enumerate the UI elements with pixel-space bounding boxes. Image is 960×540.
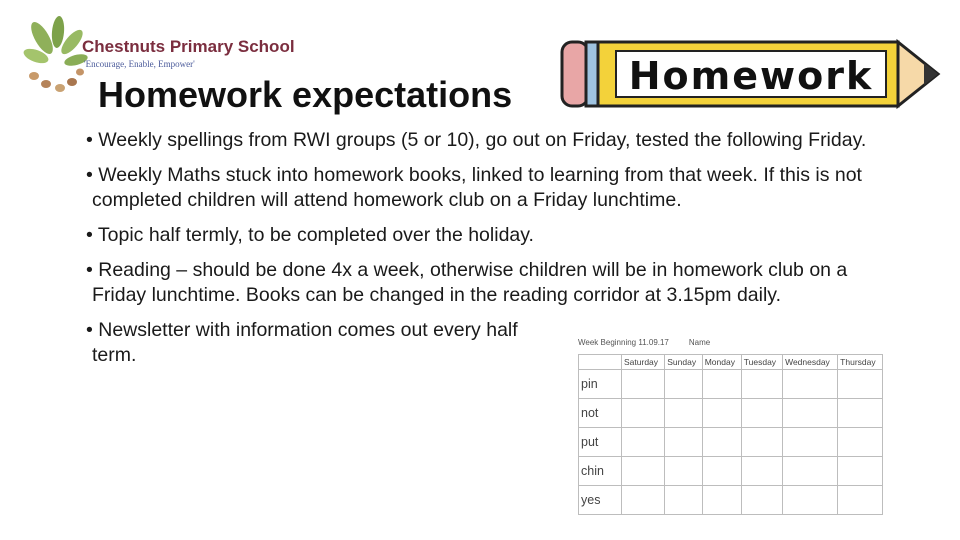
table-cell [665, 428, 702, 457]
table-cell [741, 370, 782, 399]
table-header-row [579, 355, 883, 370]
table-header-cell [579, 355, 622, 370]
table-cell [741, 457, 782, 486]
table-header-cell: Monday [702, 355, 741, 370]
table-cell [665, 399, 702, 428]
table-cell [665, 370, 702, 399]
spelling-word: chin [579, 457, 622, 486]
table-cell [702, 457, 741, 486]
table-header-cell: Sunday [665, 355, 702, 370]
table-row [579, 486, 883, 515]
spelling-word: yes [579, 486, 622, 515]
spelling-grid [578, 354, 883, 515]
table-cell [622, 370, 665, 399]
week-label: Week Beginning 11.09.17 [578, 338, 669, 347]
sheet-caption [578, 338, 710, 347]
table-row [579, 370, 883, 399]
table-cell [702, 399, 741, 428]
list-item: • Reading – should be done 4x a week, otherwise children will be in homework club on a Friday lunchtime. Books can be changed in the reading corridor at 3.15pm daily. [86, 259, 848, 306]
name-label: Name [688, 338, 711, 347]
table-cell [622, 399, 665, 428]
school-motto: 'Encourage, Enable, Empower' [84, 59, 195, 69]
list-item: • Weekly Maths stuck into homework books, linked to learning from that week. If this is not completed children will attend homework club on a Friday lunchtime. [86, 164, 862, 211]
pencil-ferrule [586, 42, 598, 106]
table-row [579, 399, 883, 428]
table-cell [783, 399, 838, 428]
table-header-cell: Thursday [838, 355, 883, 370]
table-header-cell: Wednesday [783, 355, 838, 370]
table-cell [838, 370, 883, 399]
table-cell [838, 428, 883, 457]
table-cell [741, 399, 782, 428]
table-cell [665, 486, 702, 515]
homework-pencil-banner [558, 34, 943, 114]
table-cell [622, 428, 665, 457]
spelling-word: pin [579, 370, 622, 399]
table-cell [783, 370, 838, 399]
school-name: Chestnuts Primary School [82, 37, 295, 56]
table-header-cell: Tuesday [741, 355, 782, 370]
table-cell [702, 428, 741, 457]
table-cell [838, 399, 883, 428]
spelling-practice-sheet [578, 338, 883, 526]
homework-banner-text: Homework [628, 54, 874, 98]
spelling-word: not [579, 399, 622, 428]
list-item: • Weekly spellings from RWI groups (5 or 10), go out on Friday, tested the following Friday. [86, 129, 867, 151]
table-cell [702, 370, 741, 399]
table-cell [783, 486, 838, 515]
page-title: Homework expectations [98, 74, 513, 115]
table-cell [622, 486, 665, 515]
chestnut-leaves-icon [22, 16, 89, 68]
table-cell [783, 457, 838, 486]
table-cell [622, 457, 665, 486]
table-cell [741, 428, 782, 457]
pencil-eraser [562, 42, 588, 106]
list-item: • Topic half termly, to be completed over the holiday. [86, 224, 534, 246]
table-cell [783, 428, 838, 457]
table-cell [838, 486, 883, 515]
spelling-word: put [579, 428, 622, 457]
chestnut-nuts-icon [29, 69, 84, 93]
table-cell [665, 457, 702, 486]
table-header-cell: Saturday [622, 355, 665, 370]
table-cell [741, 486, 782, 515]
table-cell [838, 457, 883, 486]
table-cell [702, 486, 741, 515]
table-row [579, 457, 883, 486]
table-row [579, 428, 883, 457]
list-item: • Newsletter with information comes out every half term. [86, 319, 518, 366]
